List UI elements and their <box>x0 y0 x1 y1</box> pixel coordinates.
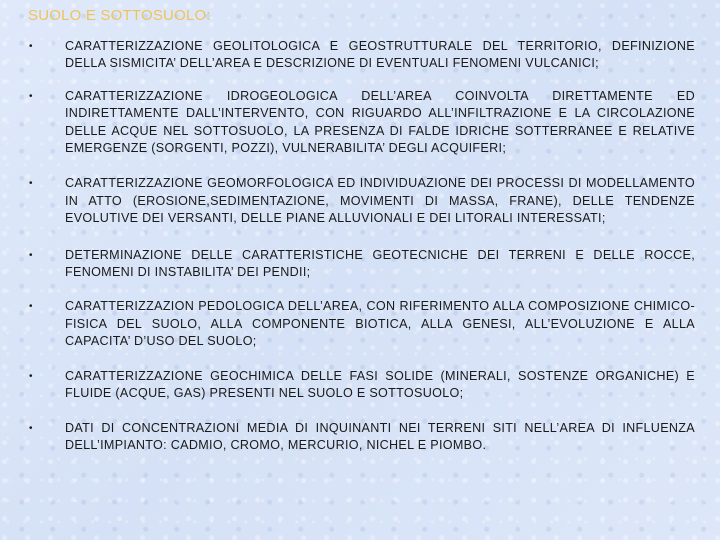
bullet-icon: • <box>29 301 33 313</box>
bullet-item-geolitologica <box>29 38 695 73</box>
bullet-text: CARATTERIZZAZIONE IDROGEOLOGICA DELL’AREA COINVOLTA DIRETTAMENTE ED INDIRETTAMENTE DALL’INTERVENTO, CON RIGUARDO ALL’INFILTRAZIONE E LA CIRCOLAZIONE DELLE ACQUE NEL SOTTOSUOLO, LA PRESENZA DI FALDE IDRICHE SOTTERRANEE E RELATIVE EMERGENZE (SORGENTI, POZZI), VULNERABILITA’ DEGLI ACQUIFERI; <box>65 88 695 156</box>
bullet-text: CARATTERIZZAZIONE GEOCHIMICA DELLE FASI SOLIDE (MINERALI, SOSTENZE ORGANICHE) E FLUIDE (ACQUE, GAS) PRESENTI NEL SUOLO E SOTTOSUOLO; <box>65 368 695 401</box>
bullet-icon: • <box>29 422 33 434</box>
bullet-list <box>29 38 695 454</box>
bullet-item-geomorfologica <box>29 175 695 227</box>
bullet-icon: • <box>29 249 33 261</box>
bullet-icon: • <box>29 178 33 190</box>
bullet-icon: • <box>29 370 33 382</box>
bullet-item-geochimica <box>29 368 695 403</box>
bullet-text: CARATTERIZZAZIONE GEOLITOLOGICA E GEOSTRUTTURALE DEL TERRITORIO, DEFINIZIONE DELLA SISMICITA’ DELL’AREA E DESCRIZIONE DI EVENTUALI FENOMENI VULCANICI; <box>65 39 695 71</box>
bullet-item-inquinanti <box>29 420 695 455</box>
bullet-item-pedologica <box>29 298 695 350</box>
bullet-text: DATI DI CONCENTRAZIONI MEDIA DI INQUINANTI NEI TERRENI SITI NELL’AREA DI INFLUENZA DELL’IMPIANTO: CADMIO, CROMO, MERCURIO, NICHEL E PIOMBO. <box>65 420 695 452</box>
bullet-item-idrogeologica <box>29 88 695 158</box>
bullet-text: DETERMINAZIONE DELLE CARATTERISTICHE GEOTECNICHE DEI TERRENI E DELLE ROCCE, FENOMENI DI INSTABILITA’ DEI PENDII; <box>65 247 695 280</box>
bullet-item-geotecniche <box>29 247 695 282</box>
slide-title: SUOLO E SOTTOSUOLO: <box>28 7 211 24</box>
bullet-icon: • <box>29 41 33 52</box>
bullet-text: CARATTERIZZAZION PEDOLOGICA DELL’AREA, CON RIFERIMENTO ALLA COMPOSIZIONE CHIMICO-FISICA DEL SUOLO, ALLA COMPONENTE BIOTICA, ALLA GENESI, ALL’EVOLUZIONE E ALLA CAPACITA’ D’USO DEL SUOLO; <box>65 299 695 349</box>
bullet-text: CARATTERIZZAZIONE GEOMORFOLOGICA ED INDIVIDUAZIONE DEI PROCESSI DI MODELLAMENTO IN ATTO (EROSIONE,SEDIMENTAZIONE, MOVIMENTI DI MASSA, FRANE), DELLE TENDENZE EVOLUTIVE DEI VERSANTI, DELLE PIANE ALLUVIONALI E DEI LITORALI INTERESSATI; <box>65 176 695 226</box>
bullet-icon: • <box>29 90 33 102</box>
